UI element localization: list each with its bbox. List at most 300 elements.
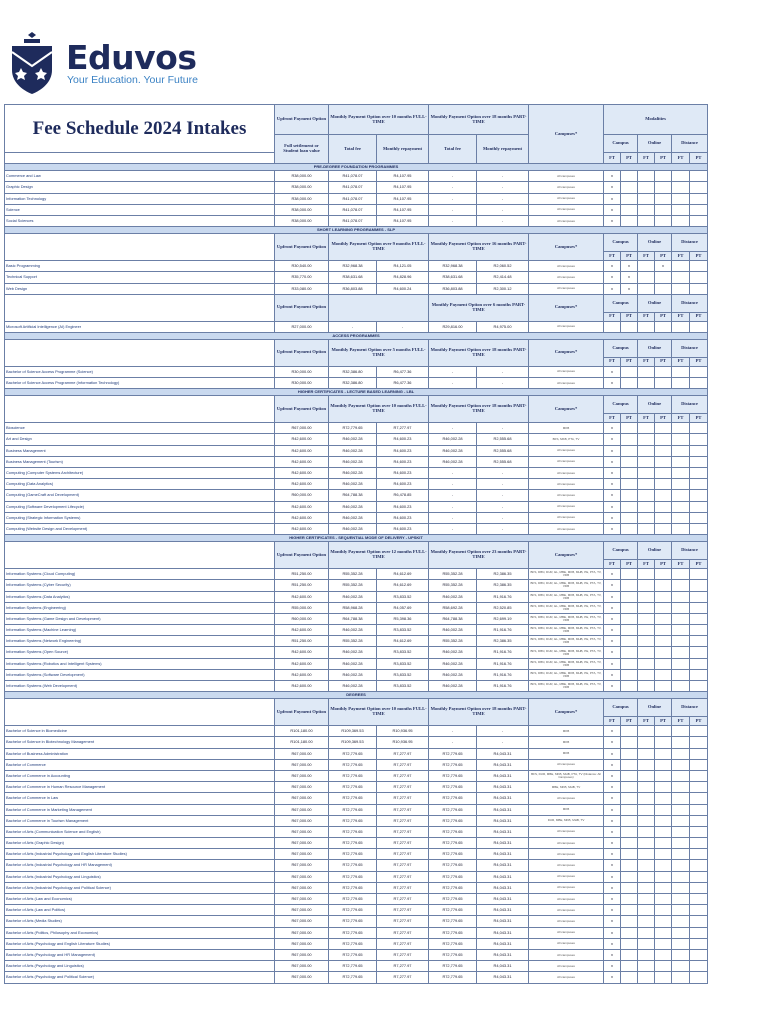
blank-cell xyxy=(5,294,275,321)
fee-table xyxy=(4,104,708,984)
fee-value: - xyxy=(477,204,529,215)
fee-value: R42,600.00 xyxy=(275,512,329,523)
modality-mark xyxy=(621,759,638,770)
blank-cell xyxy=(5,699,275,726)
modality-mark xyxy=(672,602,690,613)
modality-mark xyxy=(655,871,672,882)
campuses-value: All campuses xyxy=(529,961,604,972)
fee-row xyxy=(5,726,708,737)
modality-mark xyxy=(690,523,708,534)
fee-row xyxy=(5,636,708,647)
fee-value: R38,000.00 xyxy=(275,182,329,193)
section-row xyxy=(5,332,708,339)
header-upfront: Upfront Payment Option xyxy=(275,339,329,366)
fee-row xyxy=(5,625,708,636)
fee-row xyxy=(5,669,708,680)
fee-value: R4,828.96 xyxy=(377,272,429,283)
modality-mark xyxy=(655,569,672,580)
modality-mark xyxy=(638,456,655,467)
fee-value: R67,000.00 xyxy=(275,972,329,983)
modality-mark xyxy=(672,815,690,826)
section-header-row xyxy=(5,542,708,560)
programme-name: Bachelor of Commerce xyxy=(5,759,275,770)
modality-mark: x xyxy=(604,580,621,591)
modality-mark xyxy=(621,793,638,804)
fee-value: R67,000.00 xyxy=(275,826,329,837)
programme-name: Bachelor of Arts (Industrial Psychology and HR Management) xyxy=(5,860,275,871)
fee-value: R72,779.65 xyxy=(429,759,477,770)
modality-mark xyxy=(690,961,708,972)
header-ft: FT xyxy=(638,252,655,261)
header-campus: Campus xyxy=(604,135,638,153)
fee-value: R7,277.97 xyxy=(377,804,429,815)
fee-value: - xyxy=(477,726,529,737)
fee-value: R2,300.12 xyxy=(477,283,529,294)
modality-mark xyxy=(690,479,708,490)
modality-mark: x xyxy=(604,658,621,669)
fee-value: R64,788.38 xyxy=(429,613,477,624)
modality-mark xyxy=(672,905,690,916)
programme-name: Bachelor of Commerce in Law xyxy=(5,793,275,804)
fee-value: R72,779.65 xyxy=(329,804,377,815)
header-pt: PT xyxy=(655,414,672,423)
modality-mark xyxy=(621,860,638,871)
fee-row xyxy=(5,468,708,479)
campuses-value: All campuses xyxy=(529,972,604,983)
modality-mark: x xyxy=(604,938,621,949)
modality-mark xyxy=(655,759,672,770)
fee-row xyxy=(5,815,708,826)
modality-mark: x xyxy=(604,815,621,826)
fee-value: R2,555.68 xyxy=(477,434,529,445)
modality-mark xyxy=(621,927,638,938)
fee-value: R101,180.00 xyxy=(275,726,329,737)
section-title: HIGHER CERTIFICATES - LECTURE BASED LEARNING - LBL xyxy=(5,389,708,396)
modality-mark xyxy=(638,468,655,479)
modality-mark xyxy=(690,501,708,512)
fee-value: R7,277.97 xyxy=(377,949,429,960)
fee-row xyxy=(5,793,708,804)
modality-mark xyxy=(655,602,672,613)
campuses-value: All campuses xyxy=(529,321,604,332)
section-title: DEGREES xyxy=(5,692,708,699)
header-pt: PT xyxy=(621,717,638,726)
fee-value: R58,968.28 xyxy=(329,602,377,613)
modality-mark xyxy=(621,647,638,658)
modality-mark: x xyxy=(604,636,621,647)
modality-mark: x xyxy=(604,434,621,445)
blank-cell xyxy=(5,396,275,423)
modality-mark xyxy=(655,501,672,512)
fee-value: R46,002.28 xyxy=(429,625,477,636)
header-pt: PT xyxy=(655,252,672,261)
modality-mark: x xyxy=(604,261,621,272)
fee-row xyxy=(5,613,708,624)
modality-mark xyxy=(638,591,655,602)
modality-mark xyxy=(690,658,708,669)
fee-value: R42,600.00 xyxy=(275,479,329,490)
modality-mark xyxy=(638,636,655,647)
fee-row xyxy=(5,838,708,849)
fee-value: - xyxy=(477,737,529,748)
fee-value: R42,600.00 xyxy=(275,434,329,445)
blank-cell xyxy=(5,339,275,366)
modality-mark xyxy=(655,961,672,972)
header-campuses: Campuses* xyxy=(529,294,604,321)
fee-value: R4,043.31 xyxy=(477,894,529,905)
fee-value: R72,779.65 xyxy=(329,972,377,983)
campuses-value: All campuses xyxy=(529,261,604,272)
fee-value: R4,975.00 xyxy=(477,321,529,332)
modality-mark xyxy=(672,849,690,860)
header-pt: PT xyxy=(690,717,708,726)
modality-mark xyxy=(672,759,690,770)
header-campus: Campus xyxy=(604,234,638,252)
fee-value: R72,779.65 xyxy=(329,949,377,960)
modality-mark xyxy=(690,204,708,215)
fee-value: R72,779.65 xyxy=(429,916,477,927)
fee-value: - xyxy=(477,182,529,193)
fee-value: R46,002.28 xyxy=(429,681,477,692)
fee-value: - xyxy=(429,423,477,434)
fee-value: R72,779.65 xyxy=(329,882,377,893)
modality-mark xyxy=(621,512,638,523)
fee-value: R4,043.31 xyxy=(477,826,529,837)
modality-mark xyxy=(672,681,690,692)
section-header-row xyxy=(5,234,708,252)
modality-mark xyxy=(638,261,655,272)
modality-mark xyxy=(672,871,690,882)
modality-mark xyxy=(621,949,638,960)
modality-mark xyxy=(690,804,708,815)
fee-value: R72,779.65 xyxy=(429,882,477,893)
fee-value: R1,916.76 xyxy=(477,669,529,680)
fee-value: R55,352.28 xyxy=(429,636,477,647)
campuses-value: All campuses xyxy=(529,283,604,294)
fee-value: - xyxy=(429,726,477,737)
programme-name: Bachelor of Commerce in Tourism Management xyxy=(5,815,275,826)
fee-value: R55,352.28 xyxy=(429,569,477,580)
modality-mark xyxy=(690,261,708,272)
modality-mark xyxy=(638,860,655,871)
modality-mark xyxy=(638,512,655,523)
modality-mark xyxy=(655,647,672,658)
fee-value: R4,600.23 xyxy=(377,456,429,467)
fee-value: R72,779.65 xyxy=(329,423,377,434)
fee-value: - xyxy=(477,378,529,389)
fee-value: R67,000.00 xyxy=(275,748,329,759)
modality-mark: x xyxy=(604,171,621,182)
fee-row xyxy=(5,916,708,927)
modality-mark: x xyxy=(604,759,621,770)
fee-value: R55,000.00 xyxy=(275,602,329,613)
modality-mark xyxy=(621,613,638,624)
fee-value: R4,043.31 xyxy=(477,793,529,804)
header-online: Online xyxy=(638,699,672,717)
header-pt: PT xyxy=(621,357,638,366)
modality-mark xyxy=(690,602,708,613)
modality-mark xyxy=(638,523,655,534)
modality-mark xyxy=(672,423,690,434)
eduvos-logo xyxy=(10,30,210,100)
campuses-value: All campuses xyxy=(529,905,604,916)
fee-value: R4,600.23 xyxy=(377,479,429,490)
fee-value: - xyxy=(429,501,477,512)
fee-row xyxy=(5,871,708,882)
programme-name: Information Systems (Robotics and Intelligent Systems) xyxy=(5,658,275,669)
programme-name: Web Design xyxy=(5,283,275,294)
header-distance: Distance xyxy=(672,234,708,252)
section-row xyxy=(5,227,708,234)
fee-value: R4,107.95 xyxy=(377,193,429,204)
fee-value: - xyxy=(477,193,529,204)
modality-mark xyxy=(621,782,638,793)
fee-value: - xyxy=(477,479,529,490)
fee-row xyxy=(5,366,708,377)
fee-value: R67,000.00 xyxy=(275,905,329,916)
programme-name: Computing (GameCraft and Development) xyxy=(5,490,275,501)
modality-mark xyxy=(690,468,708,479)
modality-mark xyxy=(621,378,638,389)
header-monthly-ft: Monthly Payment Option over 10 months FULL-TIME xyxy=(329,105,429,135)
modality-mark xyxy=(655,770,672,781)
section-header-row xyxy=(5,699,708,717)
header-ft: FT xyxy=(672,357,690,366)
fee-value: R6,478.85 xyxy=(377,490,429,501)
fee-value: R72,779.65 xyxy=(429,782,477,793)
fee-row xyxy=(5,860,708,871)
modality-mark xyxy=(672,501,690,512)
campuses-value: BFS, MKB, PTA, TV xyxy=(529,434,604,445)
fee-value: R1,916.76 xyxy=(477,625,529,636)
fee-value: R2,414.48 xyxy=(477,272,529,283)
header-monthly-pt: Monthly Payment Option over 23 months PART-TIME xyxy=(429,542,529,569)
campuses-value: MKB xyxy=(529,423,604,434)
header-upfront: Upfront Payment Option xyxy=(275,294,329,321)
modality-mark xyxy=(672,838,690,849)
fee-value: R4,043.31 xyxy=(477,849,529,860)
fee-value: - xyxy=(477,423,529,434)
fee-value: R67,000.00 xyxy=(275,916,329,927)
fee-value: R4,121.05 xyxy=(377,261,429,272)
modality-mark: x xyxy=(604,871,621,882)
modality-mark: x xyxy=(604,569,621,580)
fee-value: R7,277.97 xyxy=(377,882,429,893)
campuses-value: All campuses xyxy=(529,272,604,283)
header-pt: PT xyxy=(690,560,708,569)
fee-value: R67,000.00 xyxy=(275,759,329,770)
fee-value: R46,002.28 xyxy=(329,647,377,658)
fee-value: R4,600.23 xyxy=(377,445,429,456)
fee-row xyxy=(5,748,708,759)
fee-value: R4,043.31 xyxy=(477,838,529,849)
fee-value: R67,000.00 xyxy=(275,770,329,781)
fee-value: R33,080.00 xyxy=(275,283,329,294)
modality-mark: x xyxy=(604,272,621,283)
modality-mark xyxy=(655,658,672,669)
modality-mark xyxy=(621,468,638,479)
modality-mark xyxy=(690,838,708,849)
fee-row xyxy=(5,759,708,770)
modality-mark xyxy=(638,501,655,512)
programme-name: Bachelor of Arts (Psychology and HR Management) xyxy=(5,949,275,960)
modality-mark xyxy=(690,894,708,905)
modality-mark xyxy=(672,272,690,283)
fee-row xyxy=(5,770,708,781)
programme-name: Art and Design xyxy=(5,434,275,445)
modality-mark xyxy=(690,215,708,226)
campuses-value: BFS, DBN, DUR, EL, MBE, MKB, MHB, PE, PTA, TV, VDB xyxy=(529,613,604,624)
fee-value: R42,600.00 xyxy=(275,523,329,534)
fee-value: R46,002.28 xyxy=(429,647,477,658)
fee-value: R72,779.65 xyxy=(429,871,477,882)
modality-mark xyxy=(621,591,638,602)
fee-value: R4,043.31 xyxy=(477,882,529,893)
section-header-row xyxy=(5,339,708,357)
fee-value: R64,788.38 xyxy=(329,490,377,501)
campuses-value: All campuses xyxy=(529,916,604,927)
modality-mark xyxy=(638,949,655,960)
fee-value: R46,002.28 xyxy=(329,468,377,479)
modality-mark: x xyxy=(604,949,621,960)
programme-name: Bachelor of Arts (Media Studies) xyxy=(5,916,275,927)
modality-mark xyxy=(638,658,655,669)
fee-value: R72,779.65 xyxy=(429,793,477,804)
modality-mark xyxy=(672,770,690,781)
modality-mark xyxy=(672,591,690,602)
modality-mark xyxy=(672,215,690,226)
modality-mark: x xyxy=(604,283,621,294)
fee-value: R72,779.65 xyxy=(329,826,377,837)
fee-value: R38,000.00 xyxy=(275,171,329,182)
modality-mark xyxy=(655,591,672,602)
fee-row xyxy=(5,423,708,434)
section-title: PRE-DEGREE FOUNDATION PROGRAMMES xyxy=(5,164,708,171)
header-monthly-repayment: Monthly repayment xyxy=(377,135,429,164)
fee-value: - xyxy=(429,468,477,479)
modality-mark xyxy=(655,456,672,467)
fee-value: R4,043.31 xyxy=(477,961,529,972)
fee-value: R10,936.95 xyxy=(377,737,429,748)
modality-mark xyxy=(621,423,638,434)
modality-mark: x xyxy=(621,272,638,283)
fee-value: - xyxy=(429,204,477,215)
campuses-value: All campuses xyxy=(529,793,604,804)
header-pt: PT xyxy=(690,357,708,366)
fee-value: R7,277.97 xyxy=(377,849,429,860)
header-ft: FT xyxy=(672,717,690,726)
fee-value: R7,277.97 xyxy=(377,916,429,927)
fee-value: R4,043.31 xyxy=(477,860,529,871)
fee-value: R32,968.38 xyxy=(329,261,377,272)
modality-mark xyxy=(655,726,672,737)
fee-value: - xyxy=(429,366,477,377)
modality-mark: x xyxy=(604,793,621,804)
fee-value: R46,002.28 xyxy=(329,456,377,467)
fee-value: R41,078.07 xyxy=(329,182,377,193)
fee-value: R4,107.95 xyxy=(377,204,429,215)
fee-value: R72,779.65 xyxy=(329,849,377,860)
modality-mark: x xyxy=(604,972,621,983)
campuses-value: All campuses xyxy=(529,171,604,182)
modality-mark xyxy=(638,171,655,182)
fee-row xyxy=(5,894,708,905)
fee-value: R4,043.31 xyxy=(477,927,529,938)
fee-value: R38,000.00 xyxy=(275,215,329,226)
modality-mark xyxy=(621,826,638,837)
fee-value: R42,600.00 xyxy=(275,501,329,512)
modality-mark xyxy=(672,490,690,501)
fee-value: R51,250.00 xyxy=(275,569,329,580)
fee-value: R72,779.65 xyxy=(429,748,477,759)
blank-cell xyxy=(5,234,275,261)
blank-cell xyxy=(5,542,275,569)
campuses-value: BFS, DUR, MBE, MKB, MHB, PTA, TV (Distance: All Campuses) xyxy=(529,770,604,781)
modality-mark xyxy=(655,321,672,332)
fee-value: R46,002.28 xyxy=(329,512,377,523)
header-ft: FT xyxy=(672,312,690,321)
fee-value: R58,692.28 xyxy=(429,602,477,613)
fee-value: R42,600.00 xyxy=(275,445,329,456)
fee-row xyxy=(5,961,708,972)
modality-mark: x xyxy=(604,378,621,389)
programme-name: Bachelor of Arts (Politics, Philosophy and Economics) xyxy=(5,927,275,938)
fee-value: R35,770.00 xyxy=(275,272,329,283)
fee-value: R4,043.31 xyxy=(477,759,529,770)
modality-mark xyxy=(690,613,708,624)
fee-value: - xyxy=(477,501,529,512)
fee-value: R2,555.68 xyxy=(477,445,529,456)
fee-value: R3,833.52 xyxy=(377,647,429,658)
programme-name: Information Systems (Cyber Security) xyxy=(5,580,275,591)
fee-value: R30,000.00 xyxy=(275,378,329,389)
modality-mark xyxy=(655,681,672,692)
programme-name: Bachelor of Arts (Graphic Design) xyxy=(5,838,275,849)
fee-row xyxy=(5,972,708,983)
fee-value: R4,107.95 xyxy=(377,215,429,226)
modality-mark xyxy=(655,905,672,916)
fee-value: R4,600.23 xyxy=(377,512,429,523)
fee-value: R7,277.97 xyxy=(377,826,429,837)
fee-row xyxy=(5,193,708,204)
fee-value: R67,000.00 xyxy=(275,849,329,860)
fee-value: R60,000.00 xyxy=(275,613,329,624)
campuses-value: All campuses xyxy=(529,849,604,860)
campuses-value: MBE, MKB, MHB, TV xyxy=(529,782,604,793)
modality-mark xyxy=(672,261,690,272)
modality-mark xyxy=(655,215,672,226)
fee-value: R55,352.28 xyxy=(429,580,477,591)
fee-value: R10,936.95 xyxy=(377,726,429,737)
header-monthly-pt: Monthly Payment Option over 6 months PART-TIME xyxy=(429,294,529,321)
modality-mark xyxy=(690,580,708,591)
fee-value: R42,600.00 xyxy=(275,681,329,692)
modality-mark xyxy=(655,793,672,804)
fee-row xyxy=(5,501,708,512)
fee-value: R67,000.00 xyxy=(275,871,329,882)
header-online: Online xyxy=(638,339,672,357)
fee-row xyxy=(5,283,708,294)
modality-mark xyxy=(655,782,672,793)
fee-row xyxy=(5,321,708,332)
modality-mark xyxy=(690,512,708,523)
fee-row xyxy=(5,804,708,815)
fee-row xyxy=(5,479,708,490)
modality-mark xyxy=(655,613,672,624)
modality-mark xyxy=(655,490,672,501)
campuses-value: All campuses xyxy=(529,456,604,467)
programme-name: Information Systems (Cloud Computing) xyxy=(5,569,275,580)
